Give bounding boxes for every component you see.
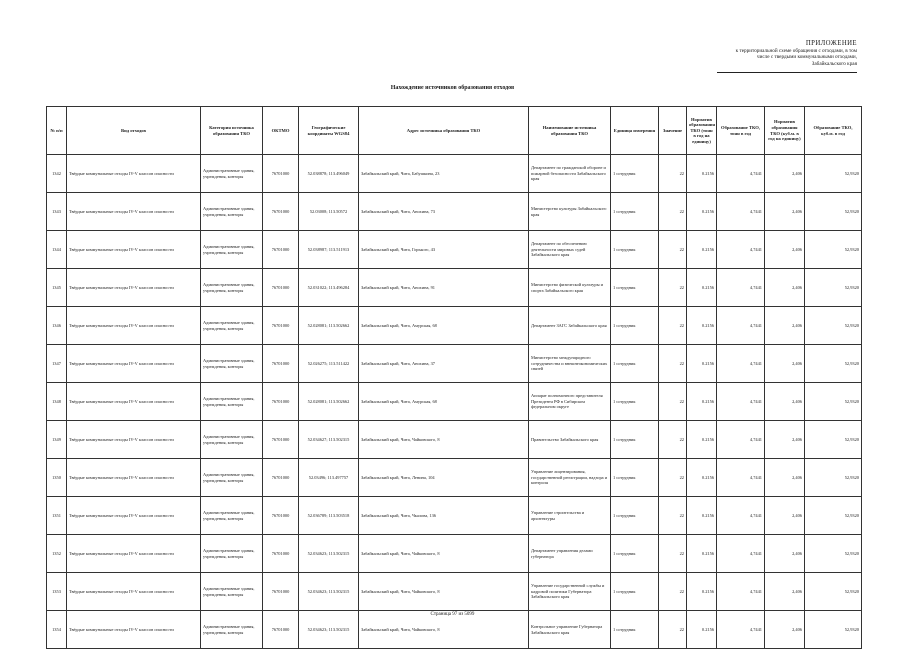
cell-gen-m3: 52,9320 <box>805 383 862 421</box>
cell-norm-m3: 2,406 <box>765 421 805 459</box>
cell-unit: 1 сотрудник <box>611 383 659 421</box>
col-header-value: Значение <box>659 107 687 155</box>
cell-coords: 52.038987; 113.511913 <box>299 231 359 269</box>
cell-value: 22 <box>659 497 687 535</box>
cell-address: Забайкальский край, Чита, Ленина, 104 <box>359 459 529 497</box>
row-number: 1346 <box>47 307 67 345</box>
cell-value: 22 <box>659 345 687 383</box>
col-header-source: Наименование источника образования ТКО <box>529 107 611 155</box>
cell-norm-m3: 2,406 <box>765 459 805 497</box>
cell-norm-m3: 2,406 <box>765 269 805 307</box>
col-header-waste: Вид отходов <box>67 107 201 155</box>
cell-category: Административные здания, учреждения, конторы <box>201 573 263 611</box>
cell-address: Забайкальский край, Чита, Анохина, 91 <box>359 269 529 307</box>
cell-oktmo: 76701000 <box>263 421 299 459</box>
cell-source: Министерство физической культуры и спорта Забайкальского края <box>529 269 611 307</box>
appendix-block <box>657 40 857 73</box>
cell-gen-m3: 52,9320 <box>805 497 862 535</box>
cell-norm-t: 0.2156 <box>687 155 717 193</box>
cell-gen-t: 4,7441 <box>717 611 765 649</box>
cell-category: Административные здания, учреждения, конторы <box>201 421 263 459</box>
col-header-unit: Единица измерения <box>611 107 659 155</box>
cell-waste: Твёрдые коммунальные отходы IV-V классов опасности <box>67 459 201 497</box>
cell-waste: Твёрдые коммунальные отходы IV-V классов опасности <box>67 535 201 573</box>
cell-value: 22 <box>659 611 687 649</box>
cell-value: 22 <box>659 231 687 269</box>
row-number: 1343 <box>47 193 67 231</box>
cell-unit: 1 сотрудник <box>611 421 659 459</box>
cell-oktmo: 76701000 <box>263 497 299 535</box>
cell-oktmo: 76701000 <box>263 193 299 231</box>
cell-norm-m3: 2,406 <box>765 155 805 193</box>
cell-norm-m3: 2,406 <box>765 193 805 231</box>
cell-gen-t: 4,7441 <box>717 383 765 421</box>
cell-gen-t: 4,7441 <box>717 421 765 459</box>
cell-coords: 52.034623; 113.502315 <box>299 573 359 611</box>
col-header-gen-t: Образование ТКО, тонн в год <box>717 107 765 155</box>
cell-value: 22 <box>659 193 687 231</box>
row-number: 1352 <box>47 535 67 573</box>
cell-address: Забайкальский край, Чита, Амурская, 68 <box>359 307 529 345</box>
cell-address: Забайкальский край, Чита, Чкалова, 136 <box>359 497 529 535</box>
cell-address: Забайкальский край, Чита, Бабушкина, 23 <box>359 155 529 193</box>
cell-waste: Твёрдые коммунальные отходы IV-V классов опасности <box>67 345 201 383</box>
cell-gen-t: 4,7441 <box>717 497 765 535</box>
cell-norm-t: 0.2156 <box>687 459 717 497</box>
cell-address: Забайкальский край, Чита, Горького, 43 <box>359 231 529 269</box>
cell-oktmo: 76701000 <box>263 383 299 421</box>
cell-unit: 1 сотрудник <box>611 155 659 193</box>
cell-gen-m3: 52,9320 <box>805 573 862 611</box>
cell-norm-t: 0.2156 <box>687 535 717 573</box>
cell-norm-m3: 2,406 <box>765 231 805 269</box>
cell-value: 22 <box>659 421 687 459</box>
cell-gen-m3: 52,9320 <box>805 155 862 193</box>
cell-gen-m3: 52,9320 <box>805 421 862 459</box>
cell-waste: Твёрдые коммунальные отходы IV-V классов опасности <box>67 383 201 421</box>
cell-gen-t: 4,7441 <box>717 573 765 611</box>
cell-value: 22 <box>659 535 687 573</box>
cell-coords: 52.026275; 113.511422 <box>299 345 359 383</box>
row-number: 1349 <box>47 421 67 459</box>
table-row <box>47 155 862 193</box>
cell-oktmo: 76701000 <box>263 231 299 269</box>
cell-norm-t: 0.2156 <box>687 421 717 459</box>
cell-oktmo: 76701000 <box>263 611 299 649</box>
cell-coords: 52.034627; 113.502315 <box>299 421 359 459</box>
row-number: 1348 <box>47 383 67 421</box>
cell-oktmo: 76701000 <box>263 155 299 193</box>
cell-source: Департамент по гражданской обороне и пожарной безопасности Забайкальского края <box>529 155 611 193</box>
table-row <box>47 307 862 345</box>
cell-unit: 1 сотрудник <box>611 345 659 383</box>
cell-oktmo: 76701000 <box>263 269 299 307</box>
cell-category: Административные здания, учреждения, конторы <box>201 611 263 649</box>
cell-unit: 1 сотрудник <box>611 269 659 307</box>
cell-coords: 52.03496; 113.497757 <box>299 459 359 497</box>
col-header-norm-m3: Норматив образования ТКО (куб.м. в год на единицу) <box>765 107 805 155</box>
cell-waste: Твёрдые коммунальные отходы IV-V классов опасности <box>67 611 201 649</box>
table-row <box>47 573 862 611</box>
cell-norm-m3: 2,406 <box>765 573 805 611</box>
cell-source: Управление лицензирования, государственной регистрации, надзора и контроля <box>529 459 611 497</box>
cell-coords: 52.031022; 113.496284 <box>299 269 359 307</box>
col-header-norm-t: Норматив образования ТКО (тонн в год на единицу) <box>687 107 717 155</box>
cell-gen-t: 4,7441 <box>717 193 765 231</box>
cell-norm-t: 0.2156 <box>687 231 717 269</box>
cell-category: Административные здания, учреждения, конторы <box>201 231 263 269</box>
appendix-line: числе с твердыми коммунальными отходами, <box>756 54 857 61</box>
cell-value: 22 <box>659 573 687 611</box>
cell-gen-m3: 52,9320 <box>805 269 862 307</box>
cell-gen-t: 4,7441 <box>717 269 765 307</box>
cell-unit: 1 сотрудник <box>611 231 659 269</box>
cell-norm-m3: 2,406 <box>765 307 805 345</box>
cell-address: Забайкальский край, Чита, Чайковского, 8 <box>359 573 529 611</box>
cell-value: 22 <box>659 269 687 307</box>
cell-address: Забайкальский край, Чита, Анохина, 73 <box>359 193 529 231</box>
page-title: Нахождение источников образования отходов <box>390 85 515 91</box>
cell-unit: 1 сотрудник <box>611 497 659 535</box>
cell-value: 22 <box>659 383 687 421</box>
cell-waste: Твёрдые коммунальные отходы IV-V классов опасности <box>67 307 201 345</box>
cell-gen-t: 4,7441 <box>717 307 765 345</box>
cell-oktmo: 76701000 <box>263 573 299 611</box>
appendix-heading: ПРИЛОЖЕНИЕ <box>805 40 857 47</box>
cell-norm-t: 0.2156 <box>687 193 717 231</box>
col-header-category: Категория источника образования ТКО <box>201 107 263 155</box>
cell-gen-t: 4,7441 <box>717 345 765 383</box>
cell-address: Забайкальский край, Чита, Чайковского, 8 <box>359 421 529 459</box>
col-header-coords: Географические координаты WGS84 <box>299 107 359 155</box>
cell-unit: 1 сотрудник <box>611 611 659 649</box>
cell-oktmo: 76701000 <box>263 535 299 573</box>
cell-coords: 52.028081; 113.502662 <box>299 383 359 421</box>
cell-value: 22 <box>659 155 687 193</box>
row-number: 1345 <box>47 269 67 307</box>
cell-category: Административные здания, учреждения, конторы <box>201 497 263 535</box>
cell-source: Управление строительства и архитектуры <box>529 497 611 535</box>
cell-source: Аппарат полномочного представителя Президента РФ в Сибирском федеральном округе <box>529 383 611 421</box>
cell-gen-t: 4,7441 <box>717 459 765 497</box>
row-number: 1342 <box>47 155 67 193</box>
cell-oktmo: 76701000 <box>263 307 299 345</box>
cell-address: Забайкальский край, Чита, Чайковского, 8 <box>359 535 529 573</box>
cell-gen-m3: 52,9320 <box>805 231 862 269</box>
cell-unit: 1 сотрудник <box>611 573 659 611</box>
cell-gen-t: 4,7441 <box>717 535 765 573</box>
cell-waste: Твёрдые коммунальные отходы IV-V классов опасности <box>67 269 201 307</box>
cell-unit: 1 сотрудник <box>611 459 659 497</box>
cell-norm-t: 0.2156 <box>687 269 717 307</box>
cell-source: Департамент управления делами губернатора <box>529 535 611 573</box>
cell-category: Административные здания, учреждения, конторы <box>201 345 263 383</box>
table-row <box>47 345 862 383</box>
cell-norm-m3: 2,406 <box>765 535 805 573</box>
cell-address: Забайкальский край, Чита, Чайковского, 8 <box>359 611 529 649</box>
cell-category: Административные здания, учреждения, конторы <box>201 193 263 231</box>
cell-gen-m3: 52,9320 <box>805 535 862 573</box>
table-header-row <box>47 107 862 155</box>
cell-gen-m3: 52,9320 <box>805 611 862 649</box>
cell-norm-t: 0.2156 <box>687 345 717 383</box>
cell-source: Министерство культуры Забайкальского края <box>529 193 611 231</box>
cell-norm-t: 0.2156 <box>687 307 717 345</box>
table-row <box>47 193 862 231</box>
cell-norm-t: 0.2156 <box>687 383 717 421</box>
cell-gen-m3: 52,9320 <box>805 459 862 497</box>
cell-source: Министерство международного сотрудничества и внешнеэкономических связей <box>529 345 611 383</box>
table-row <box>47 421 862 459</box>
cell-waste: Твёрдые коммунальные отходы IV-V классов опасности <box>67 231 201 269</box>
cell-category: Административные здания, учреждения, конторы <box>201 155 263 193</box>
cell-waste: Твёрдые коммунальные отходы IV-V классов опасности <box>67 155 201 193</box>
appendix-rule <box>717 72 857 73</box>
cell-norm-t: 0.2156 <box>687 611 717 649</box>
cell-gen-t: 4,7441 <box>717 155 765 193</box>
cell-value: 22 <box>659 459 687 497</box>
row-number: 1347 <box>47 345 67 383</box>
table-row <box>47 383 862 421</box>
cell-category: Административные здания, учреждения, конторы <box>201 269 263 307</box>
cell-coords: 52.036789; 113.503518 <box>299 497 359 535</box>
row-number: 1353 <box>47 573 67 611</box>
col-header-oktmo: ОКТМО <box>263 107 299 155</box>
cell-gen-m3: 52,9320 <box>805 345 862 383</box>
col-header-gen-m3: Образование ТКО, куб.м. в год <box>805 107 862 155</box>
cell-coords: 52.03008; 113.50572 <box>299 193 359 231</box>
table-row <box>47 497 862 535</box>
cell-unit: 1 сотрудник <box>611 307 659 345</box>
cell-source: Контрольное управление Губернатора Забайкальского края <box>529 611 611 649</box>
col-header-number: № п/п <box>47 107 67 155</box>
table-row <box>47 459 862 497</box>
sources-table <box>46 106 862 649</box>
cell-coords: 52.028081; 113.502662 <box>299 307 359 345</box>
cell-norm-t: 0.2156 <box>687 573 717 611</box>
cell-norm-m3: 2,406 <box>765 497 805 535</box>
row-number: 1354 <box>47 611 67 649</box>
cell-oktmo: 76701000 <box>263 459 299 497</box>
cell-waste: Твёрдые коммунальные отходы IV-V классов опасности <box>67 193 201 231</box>
cell-category: Административные здания, учреждения, конторы <box>201 383 263 421</box>
cell-unit: 1 сотрудник <box>611 535 659 573</box>
cell-source: Правительство Забайкальского края <box>529 421 611 459</box>
cell-gen-m3: 52,9320 <box>805 307 862 345</box>
page-footer: Страница 97 из 5099 <box>430 612 475 617</box>
table-row <box>47 535 862 573</box>
cell-category: Административные здания, учреждения, конторы <box>201 307 263 345</box>
row-number: 1350 <box>47 459 67 497</box>
cell-waste: Твёрдые коммунальные отходы IV-V классов опасности <box>67 421 201 459</box>
table-row <box>47 269 862 307</box>
cell-address: Забайкальский край, Чита, Амурская, 68 <box>359 383 529 421</box>
cell-coords: 52.034623; 113.502315 <box>299 611 359 649</box>
cell-oktmo: 76701000 <box>263 345 299 383</box>
cell-unit: 1 сотрудник <box>611 193 659 231</box>
col-header-address: Адрес источника образования ТКО <box>359 107 529 155</box>
cell-waste: Твёрдые коммунальные отходы IV-V классов опасности <box>67 497 201 535</box>
cell-coords: 52.038878; 113.496049 <box>299 155 359 193</box>
cell-category: Административные здания, учреждения, конторы <box>201 459 263 497</box>
cell-coords: 52.034623; 113.502315 <box>299 535 359 573</box>
cell-gen-m3: 52,9320 <box>805 193 862 231</box>
cell-norm-m3: 2,406 <box>765 611 805 649</box>
cell-norm-m3: 2,406 <box>765 383 805 421</box>
appendix-line: к территориальной схеме обращения с отходами, в том <box>735 48 857 54</box>
table-row <box>47 231 862 269</box>
cell-address: Забайкальский край, Чита, Анохина, 37 <box>359 345 529 383</box>
cell-source: Департамент ЗАГС Забайкальского края <box>529 307 611 345</box>
cell-value: 22 <box>659 307 687 345</box>
cell-gen-t: 4,7441 <box>717 231 765 269</box>
cell-norm-m3: 2,406 <box>765 345 805 383</box>
cell-source: Департамент по обеспечению деятельности мировых судей Забайкальского края <box>529 231 611 269</box>
row-number: 1344 <box>47 231 67 269</box>
cell-waste: Твёрдые коммунальные отходы IV-V классов опасности <box>67 573 201 611</box>
cell-norm-t: 0.2156 <box>687 497 717 535</box>
appendix-line: Забайкальского края <box>811 60 857 67</box>
cell-category: Административные здания, учреждения, конторы <box>201 535 263 573</box>
cell-source: Управление государственной службы и кадровой политики Губернатора Забайкальского края <box>529 573 611 611</box>
row-number: 1351 <box>47 497 67 535</box>
